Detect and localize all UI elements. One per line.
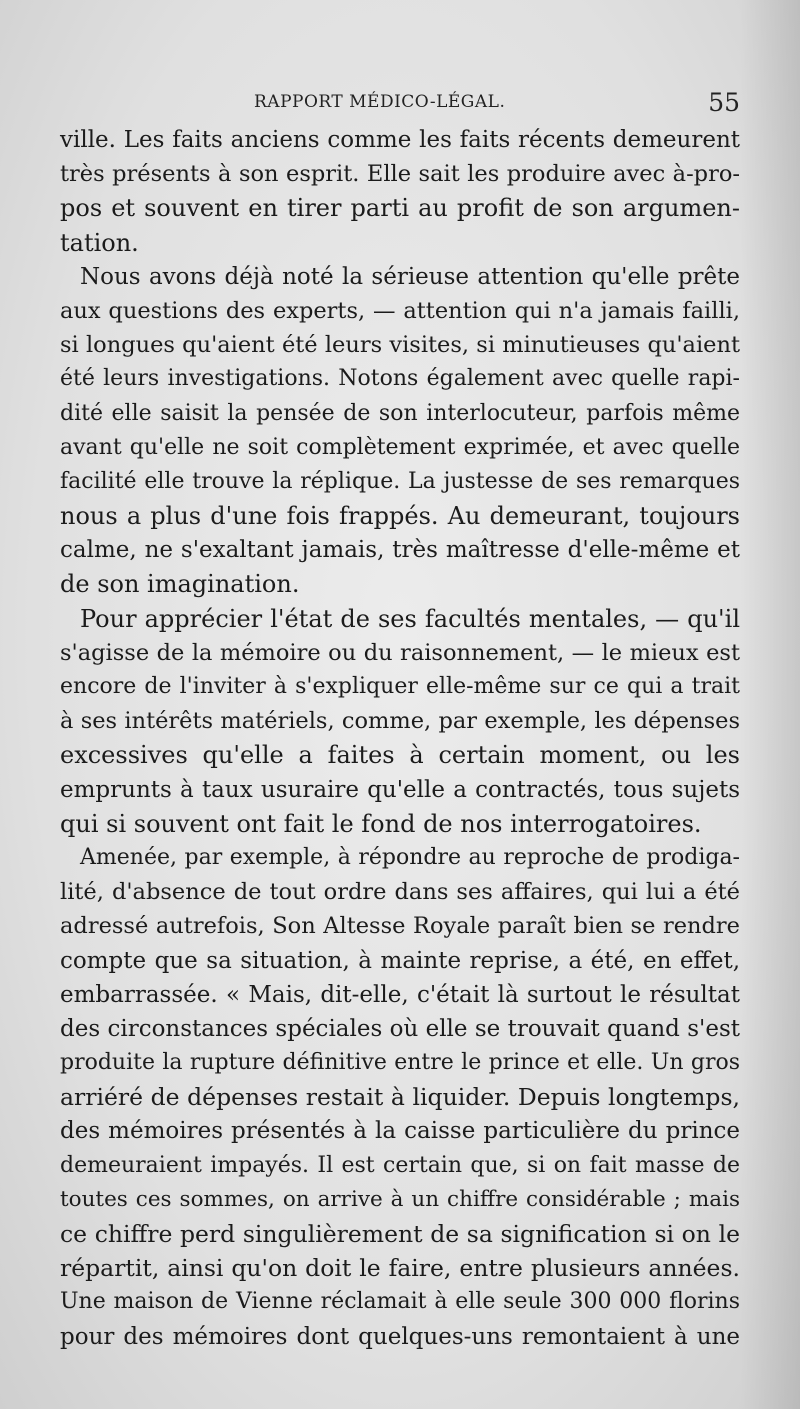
text-line: avant qu'elle ne soit complètement exprimée, et avec quelle [60,434,740,460]
text-line: très présents à son esprit. Elle sait les produire avec à-pro- [60,161,740,188]
text-line: à ses intérêts matériels, comme, par exemple, les dépenses [60,708,740,735]
text-line: Une maison de Vienne réclamait à elle seule 300 000 florins [60,1289,740,1315]
text-line: adressé autrefois, Son Altesse Royale paraît bien se rendre [60,913,740,940]
text-line: produite la rupture définitive entre le prince et elle. Un gros [60,1050,740,1076]
text-line: ville. Les faits anciens comme les faits récents demeurent [60,127,740,153]
text-line: calme, ne s'exaltant jamais, très maîtresse d'elle-même et [60,537,740,564]
text-line: Nous avons déjà noté la sérieuse attention qu'elle prête [80,263,740,290]
text-line: dité elle saisit la pensée de son interlocuteur, parfois même [60,400,740,426]
text-line: lité, d'absence de tout ordre dans ses affaires, qui lui a été [60,879,740,906]
text-line: de son imagination. [60,570,300,599]
text-line: arriéré de dépenses restait à liquider. Depuis longtemps, [60,1083,740,1112]
text-line: s'agisse de la mémoire ou du raisonnement, — le mieux est [60,639,740,666]
text-line: pour des mémoires dont quelques-uns remontaient à une [60,1323,740,1350]
text-line: qui si souvent ont fait le fond de nos interrogatoires. [60,809,702,838]
text-line: emprunts à taux usuraire qu'elle a contractés, tous sujets [60,776,740,803]
text-line: compte que sa situation, à mainte reprise, a été, en effet, [60,947,740,974]
text-line: excessives qu'elle a faites à certain moment, ou les [60,741,740,770]
text-line: encore de l'inviter à s'expliquer elle-même sur ce qui a trait [60,674,740,699]
running-title: RAPPORT MÉDICO-LÉGAL. [254,92,506,112]
text-line: si longues qu'aient été leurs visites, si minutieuses qu'aient [60,332,740,359]
body-text [60,123,740,1354]
text-line: été leurs investigations. Notons également avec quelle rapi- [60,366,740,392]
text-line: tation. [60,228,139,257]
text-line: nous a plus d'une fois frappés. Au demeurant, toujours [60,502,740,531]
page-number: 55 [708,88,740,117]
text-line: embarrassée. « Mais, dit-elle, c'était là surtout le résultat [60,981,740,1008]
text-line: toutes ces sommes, on arrive à un chiffre considérable ; mais [60,1186,740,1212]
text-line: demeuraient impayés. Il est certain que, si on fait masse de [60,1152,740,1178]
text-line: des circonstances spéciales où elle se trouvait quand s'est [60,1015,740,1042]
page-edge-shadow [740,0,800,1409]
text-line: aux questions des experts, — attention qui n'a jamais failli, [60,297,740,324]
text-line: Amenée, par exemple, à répondre au reproche de prodiga- [80,844,740,870]
page-header [60,88,740,120]
text-line: ce chiffre perd singulièrement de sa signification si on le [60,1220,740,1248]
text-line: facilité elle trouve la réplique. La justesse de ses remarques [60,468,740,494]
text-line: pos et souvent en tirer parti au profit de son argumen- [60,194,740,223]
text-line: répartit, ainsi qu'on doit le faire, entre plusieurs années. [60,1254,740,1283]
text-line: des mémoires présentés à la caisse particulière du prince [60,1118,740,1145]
text-line: Pour apprécier l'état de ses facultés mentales, — qu'il [80,604,740,633]
